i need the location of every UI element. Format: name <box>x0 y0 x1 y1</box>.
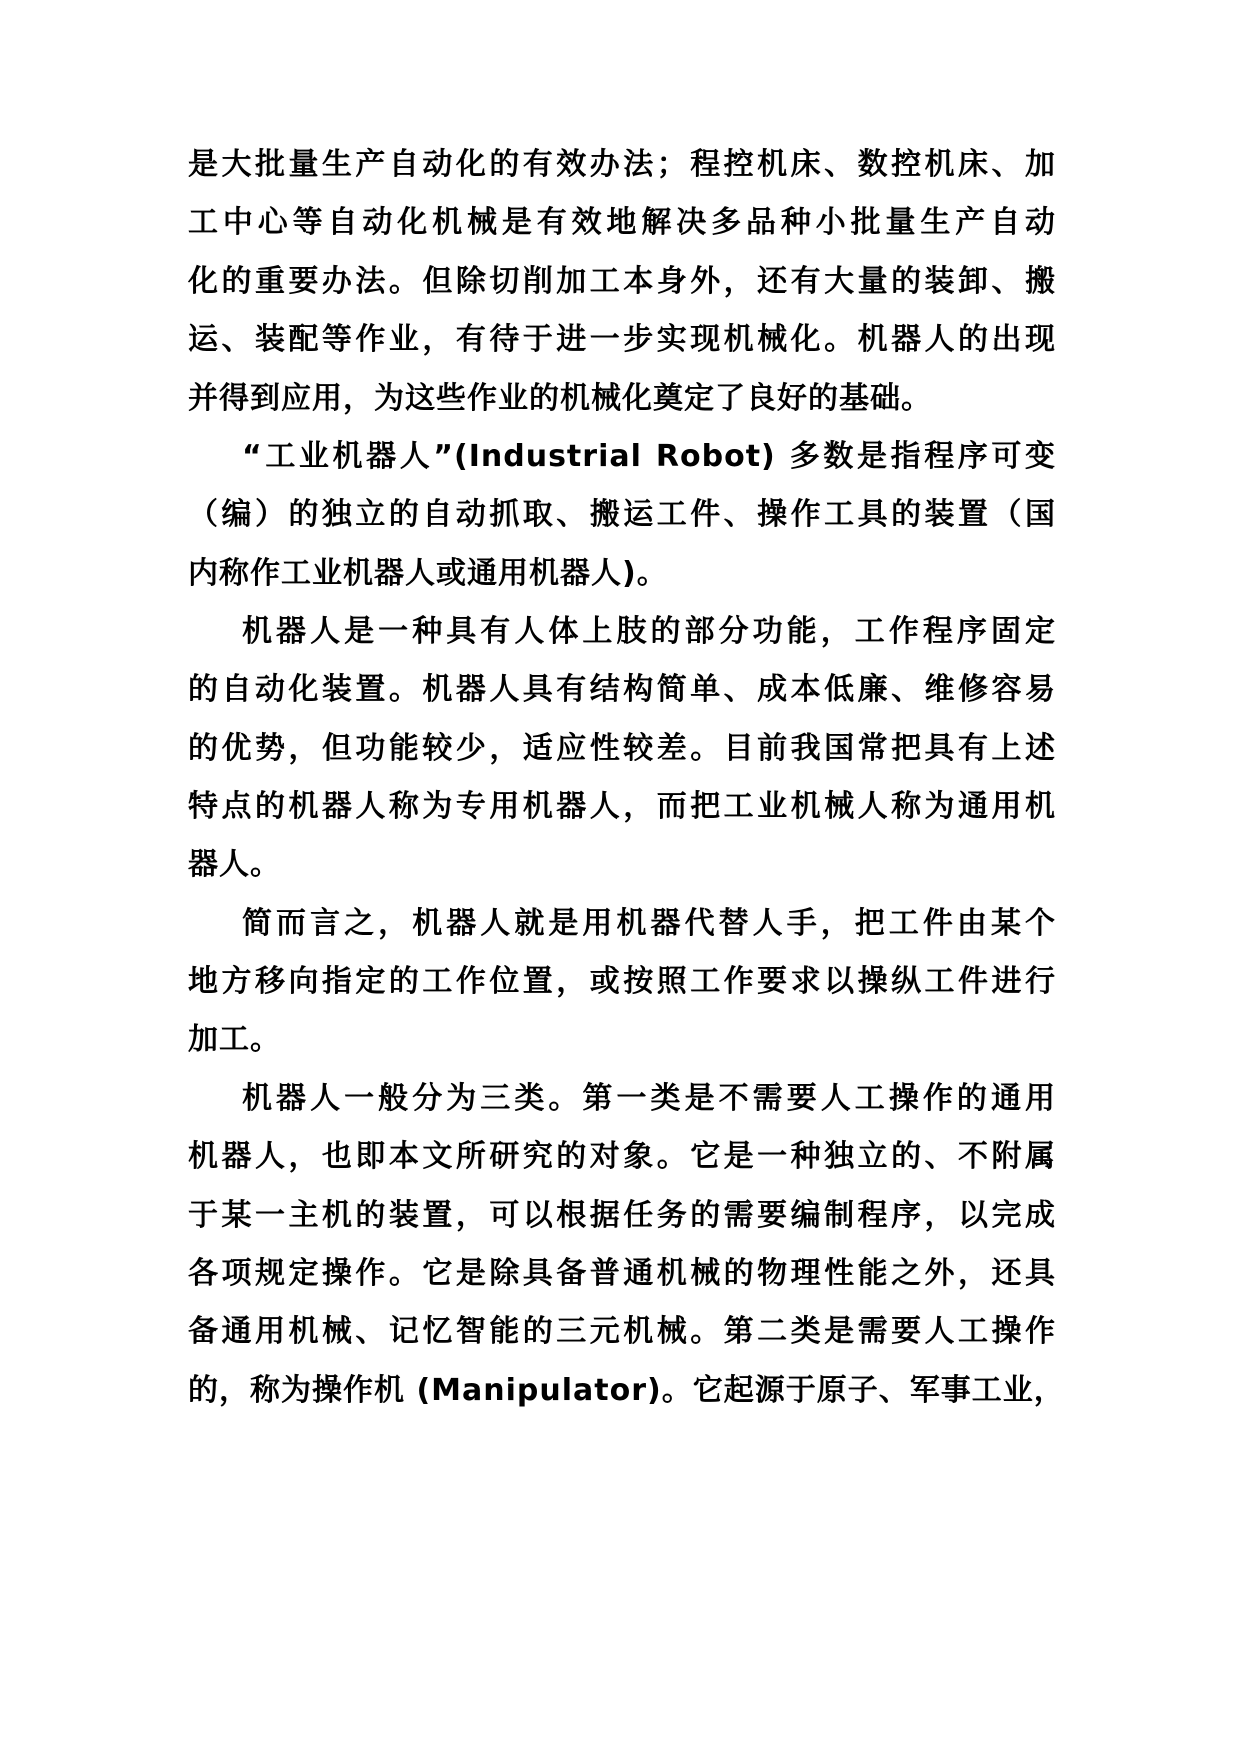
text-line: 工中心等自动化机械是有效地解决多品种小批量生产自动 <box>188 205 1056 240</box>
text-line: 的，称为操作机 (Manipulator)。它起源于原子、军事工业， <box>188 1373 1065 1408</box>
text-line: （编）的独立的自动抓取、搬运工件、操作工具的装置（国 <box>188 497 1056 532</box>
text-line: 加工。 <box>188 1022 281 1057</box>
text-line: 运、装配等作业，有待于进一步实现机械化。机器人的出现 <box>188 322 1056 357</box>
text-line: 于某一主机的装置，可以根据任务的需要编制程序，以完成 <box>188 1198 1056 1233</box>
text-line: 是大批量生产自动化的有效办法；程控机床、数控机床、加 <box>188 147 1056 182</box>
text-line: 简而言之，机器人就是用机器代替人手，把工件由某个 <box>242 906 1056 941</box>
text-line: 特点的机器人称为专用机器人，而把工业机械人称为通用机 <box>188 789 1056 824</box>
text-line: 机器人，也即本文所研究的对象。它是一种独立的、不附属 <box>188 1139 1056 1174</box>
text-line: 内称作工业机器人或通用机器人)。 <box>188 556 668 591</box>
text-line: 地方移向指定的工作位置，或按照工作要求以操纵工件进行 <box>188 964 1056 999</box>
text-line: 机器人一般分为三类。第一类是不需要人工操作的通用 <box>242 1081 1056 1116</box>
text-line: 器人。 <box>188 847 281 882</box>
text-line: 的自动化装置。机器人具有结构简单、成本低廉、维修容易 <box>188 672 1056 707</box>
text-line: “工业机器人”(Industrial Robot) 多数是指程序可变 <box>242 439 1056 474</box>
text-line: 的优势，但功能较少，适应性较差。目前我国常把具有上述 <box>188 731 1056 766</box>
text-line: 并得到应用，为这些作业的机械化奠定了良好的基础。 <box>188 381 932 416</box>
text-line: 机器人是一种具有人体上肢的部分功能，工作程序固定 <box>242 614 1056 649</box>
text-line: 化的重要办法。但除切削加工本身外，还有大量的装卸、搬 <box>188 264 1056 299</box>
text-line: 备通用机械、记忆智能的三元机械。第二类是需要人工操作 <box>188 1314 1056 1349</box>
text-line: 各项规定操作。它是除具备普通机械的物理性能之外，还具 <box>188 1256 1056 1291</box>
